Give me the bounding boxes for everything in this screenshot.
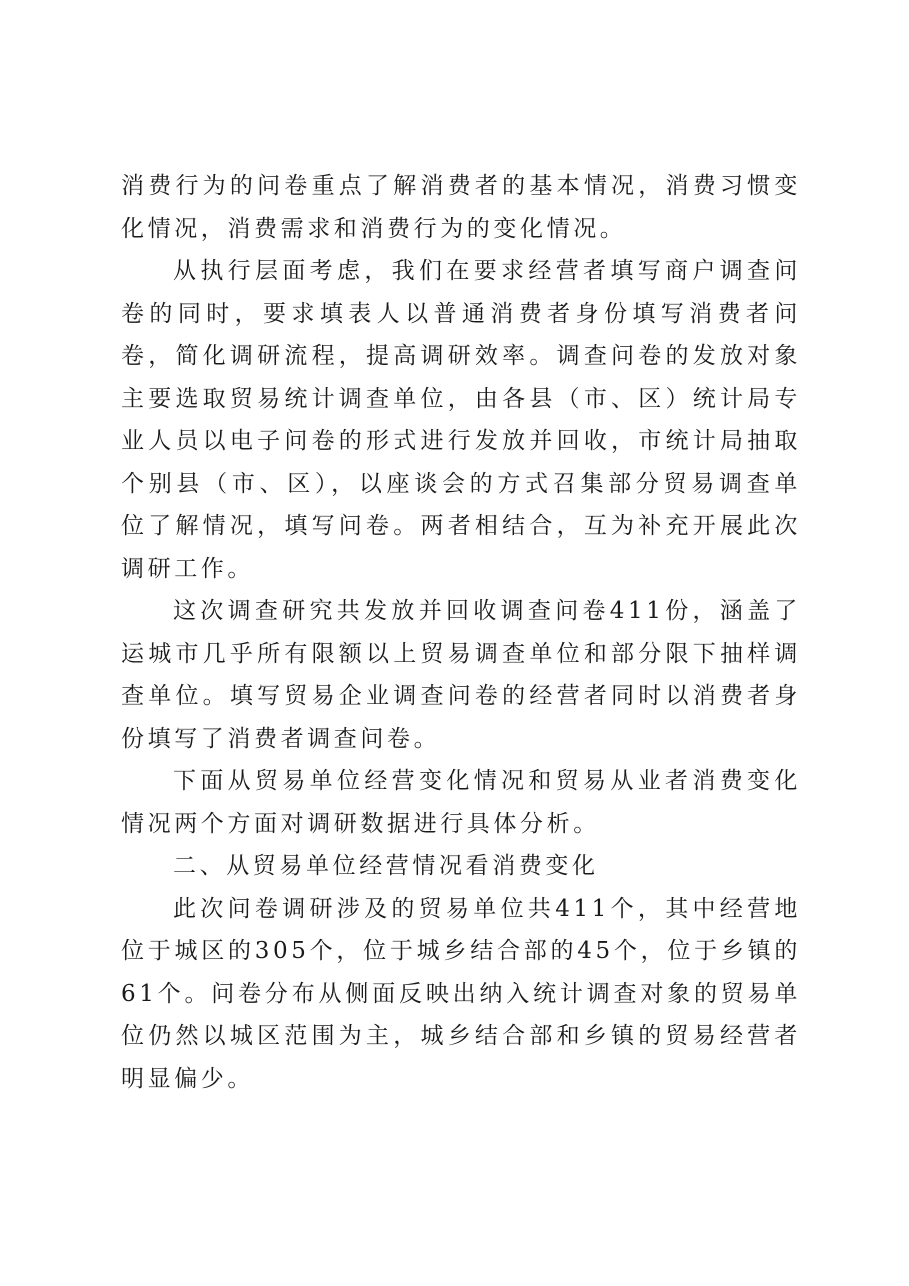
paragraph-1: 消费行为的问卷重点了解消费者的基本情况，消费习惯变化情况，消费需求和消费行为的变化情况。 xyxy=(121,173,801,242)
paragraph-4: 下面从贸易单位经营变化情况和贸易从业者消费变化情况两个方面对调研数据进行具体分析。 xyxy=(121,768,801,837)
paragraph-3: 这次调查研究共发放并回收调查问卷411份，涵盖了运城市几乎所有限额以上贸易调查单位和部分限下抽样调查单位。填写贸易企业调查问卷的经营者同时以消费者身份填写了消费者调查问卷。 xyxy=(121,598,801,752)
paragraph-5: 此次问卷调研涉及的贸易单位共411个，其中经营地位于城区的305个，位于城乡结合部的45个，位于乡镇的61个。问卷分布从侧面反映出纳入统计调查对象的贸易单位仍然以城区范围为主，城乡结合部和乡镇的贸易经营者明显偏少。 xyxy=(121,895,801,1092)
document-body xyxy=(121,165,801,1100)
section-heading: 二、从贸易单位经营情况看消费变化 xyxy=(173,853,599,879)
paragraph-2: 从执行层面考虑，我们在要求经营者填写商户调查问卷的同时，要求填表人以普通消费者身份填写消费者问卷，简化调研流程，提高调研效率。调查问卷的发放对象主要选取贸易统计调查单位，由各县（市、区）统计局专业人员以电子问卷的形式进行发放并回收，市统计局抽取个别县（市、区），以座谈会的方式召集部分贸易调查单位了解情况，填写问卷。两者相结合，互为补充开展此次调研工作。 xyxy=(121,258,801,582)
